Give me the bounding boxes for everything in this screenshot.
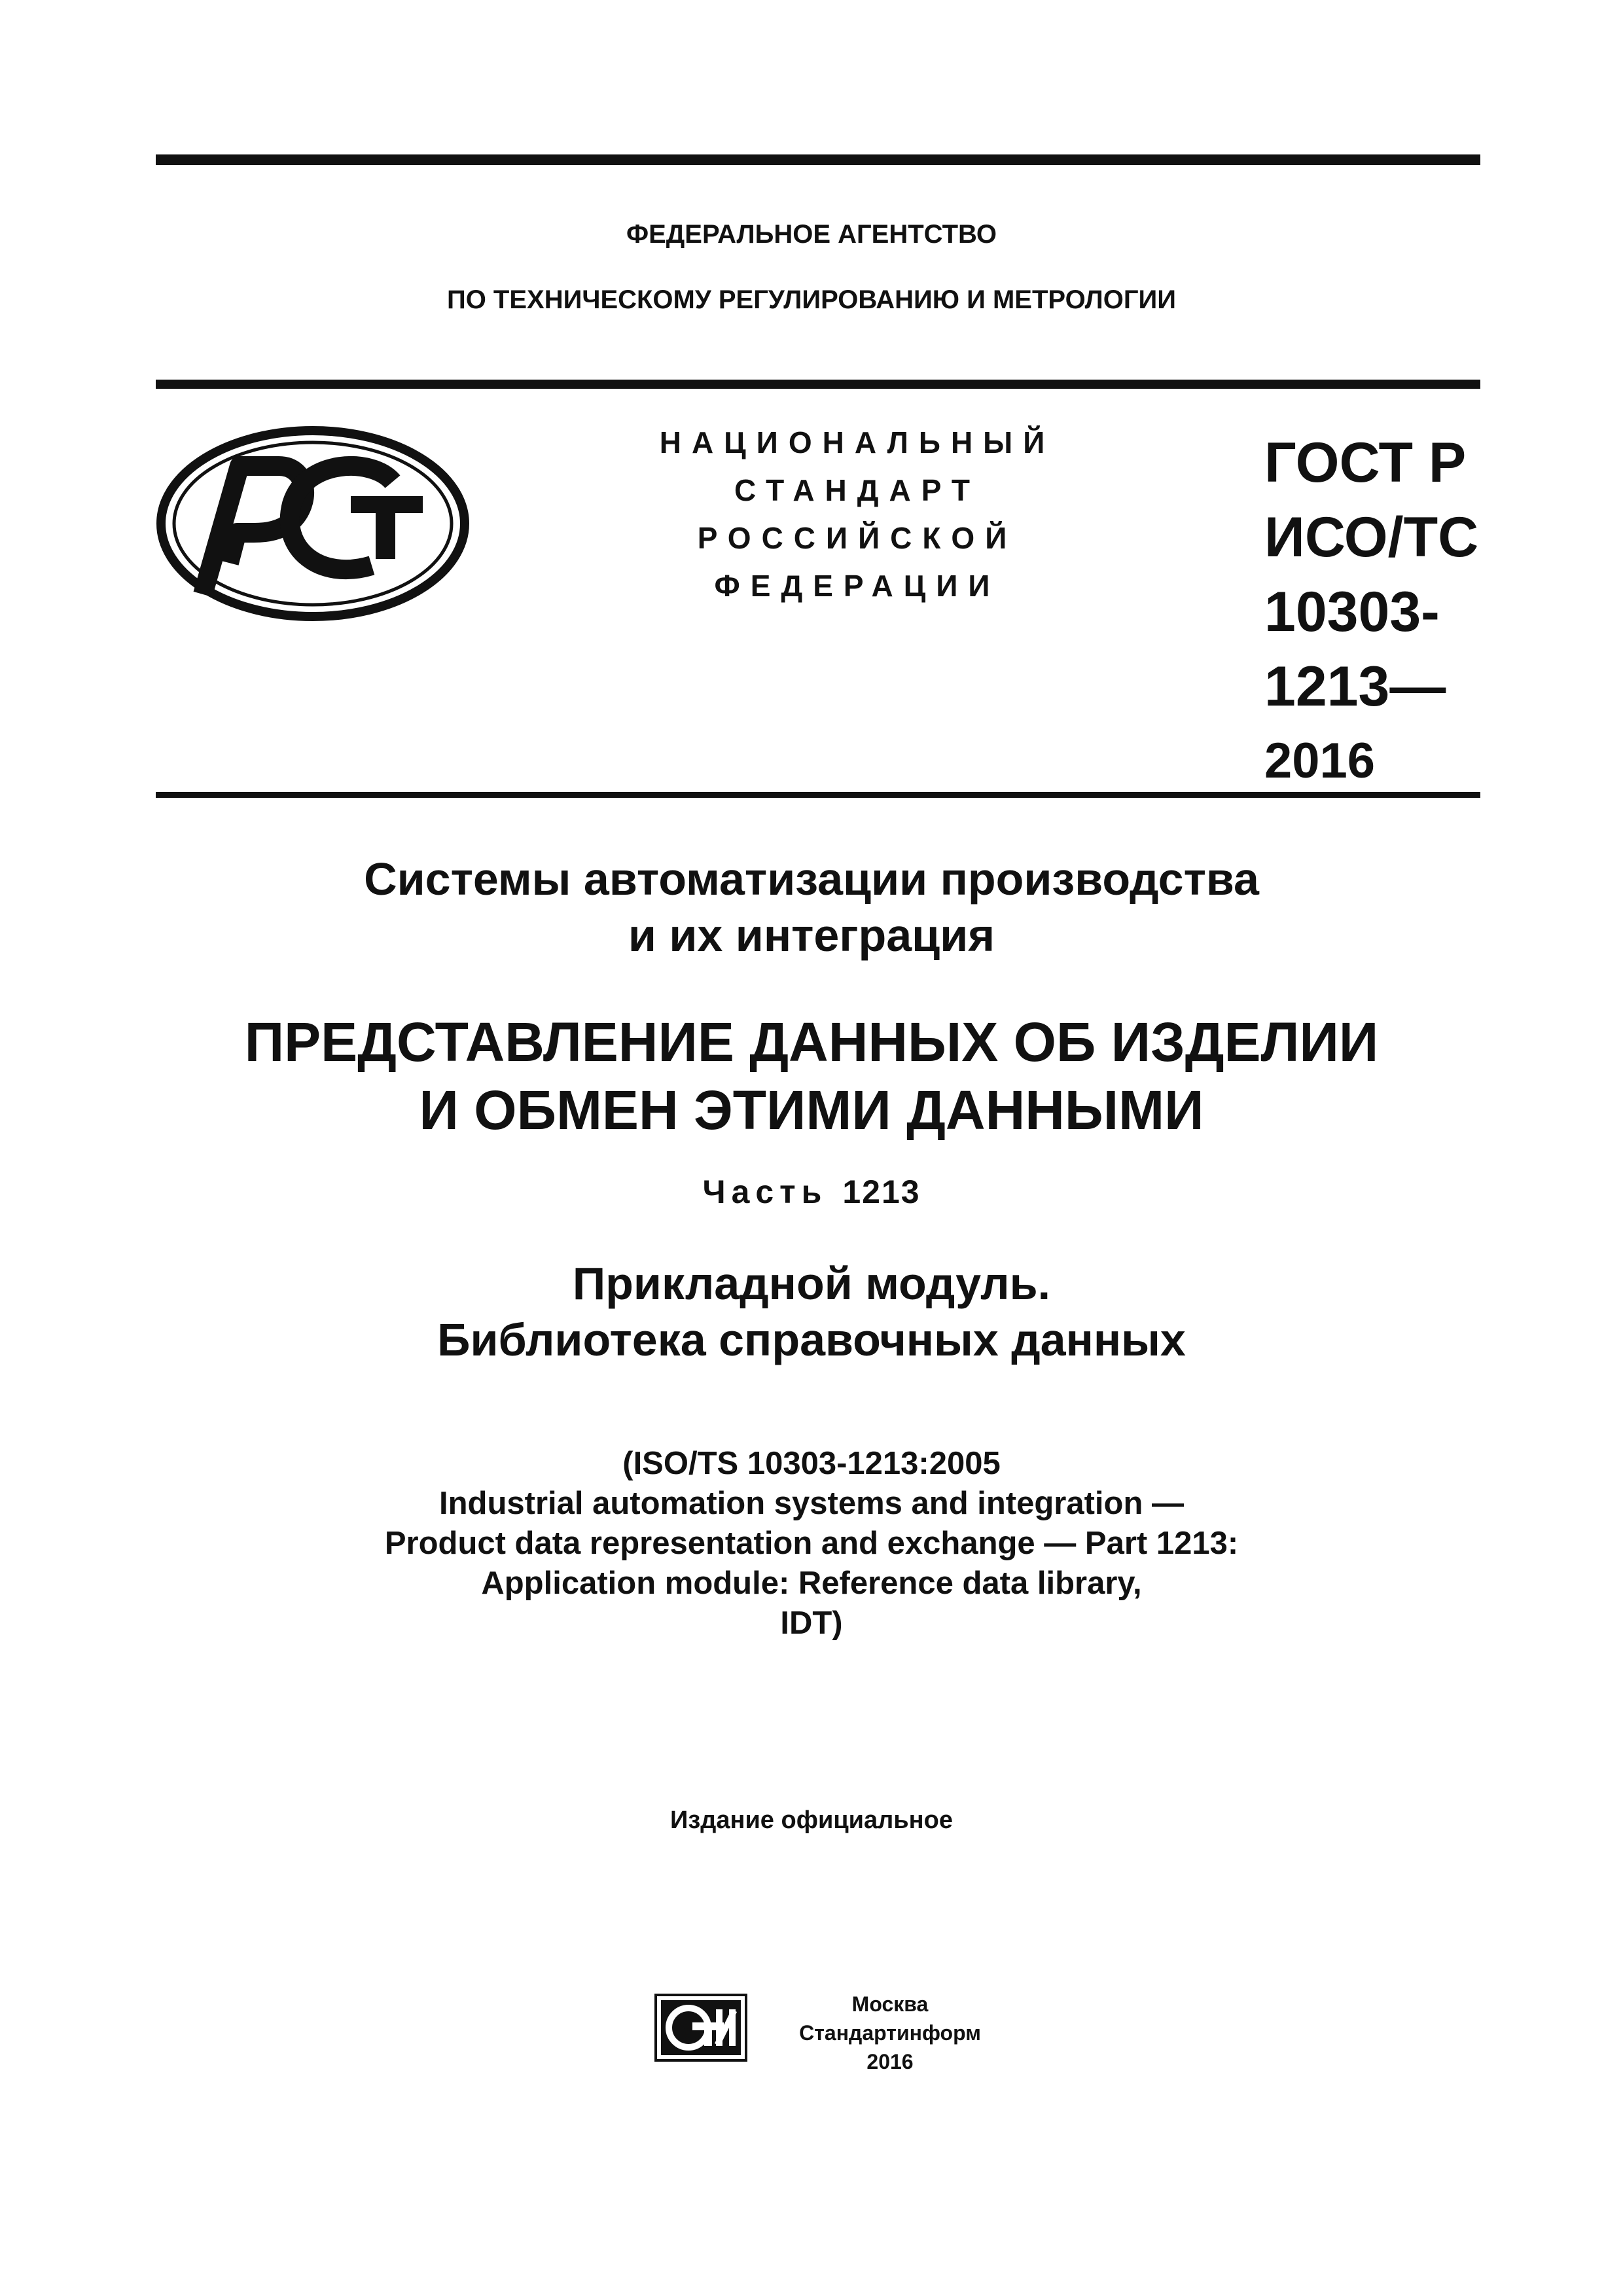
iso-line-3: Product data representation and exchange — Part 1213: [384, 1526, 1239, 1561]
iso-line-5: IDT) [780, 1605, 843, 1641]
gost-line-1: ГОСТ Р [1264, 431, 1467, 494]
agency-line-2: ПО ТЕХНИЧЕСКОМУ РЕГУЛИРОВАНИЮ И МЕТРОЛОГИИ [446, 285, 1177, 314]
series-title-line-1: Системы автоматизации производства [364, 853, 1259, 905]
national-line-1: НАЦИОНАЛЬНЫЙ [659, 425, 1056, 459]
sub-title-line-1: Прикладной модуль. [572, 1258, 1051, 1309]
main-title-line-1: ПРЕДСТАВЛЕНИЕ ДАННЫХ ОБ ИЗДЕЛИИ [244, 1011, 1379, 1073]
standartinform-logo-icon [654, 1994, 747, 2065]
header-rule [156, 380, 1480, 389]
gost-line-5: 2016 [1264, 733, 1376, 789]
top-rule [156, 154, 1480, 165]
publisher-city: Москва [851, 1992, 929, 2016]
series-title-line-2: и их интеграция [628, 910, 995, 961]
gost-line-4: 1213— [1264, 655, 1446, 718]
series-title [0, 851, 1623, 963]
main-title-line-2: И ОБМЕН ЭТИМИ ДАННЫМИ [419, 1079, 1204, 1141]
iso-line-2: Industrial automation systems and integration — [438, 1486, 1185, 1521]
rst-emblem-icon [156, 425, 470, 625]
iso-line-4: Application module: Reference data library, [481, 1566, 1142, 1601]
rst-emblem-text: РСТ [156, 425, 157, 426]
part-word: Часть [702, 1174, 828, 1210]
national-line-2: СТАНДАРТ [734, 473, 980, 507]
gost-line-3: 10303- [1264, 581, 1440, 643]
publisher-block [766, 1990, 1014, 2076]
gost-designation [1264, 425, 1478, 798]
gost-line-2: ИСО/ТС [1264, 506, 1479, 569]
sub-title [0, 1255, 1623, 1368]
national-line-4: ФЕДЕРАЦИИ [714, 569, 1001, 603]
sub-title-line-2: Библиотека справочных данных [437, 1314, 1186, 1365]
iso-reference [0, 1444, 1623, 1643]
publisher-name: Стандартинформ [799, 2021, 981, 2045]
main-title [0, 1008, 1623, 1144]
national-line-3: РОССИЙСКОЙ [697, 521, 1018, 555]
edition-label: Издание официальное [670, 1806, 953, 1834]
title-rule [156, 792, 1480, 798]
part-label [0, 1173, 1623, 1211]
national-standard-label [609, 419, 1106, 610]
agency-line-1: ФЕДЕРАЛЬНОЕ АГЕНТСТВО [626, 220, 997, 249]
iso-line-1: (ISO/TS 10303-1213:2005 [622, 1446, 1001, 1481]
publisher-year: 2016 [866, 2050, 914, 2073]
part-number: 1213 [842, 1174, 921, 1210]
